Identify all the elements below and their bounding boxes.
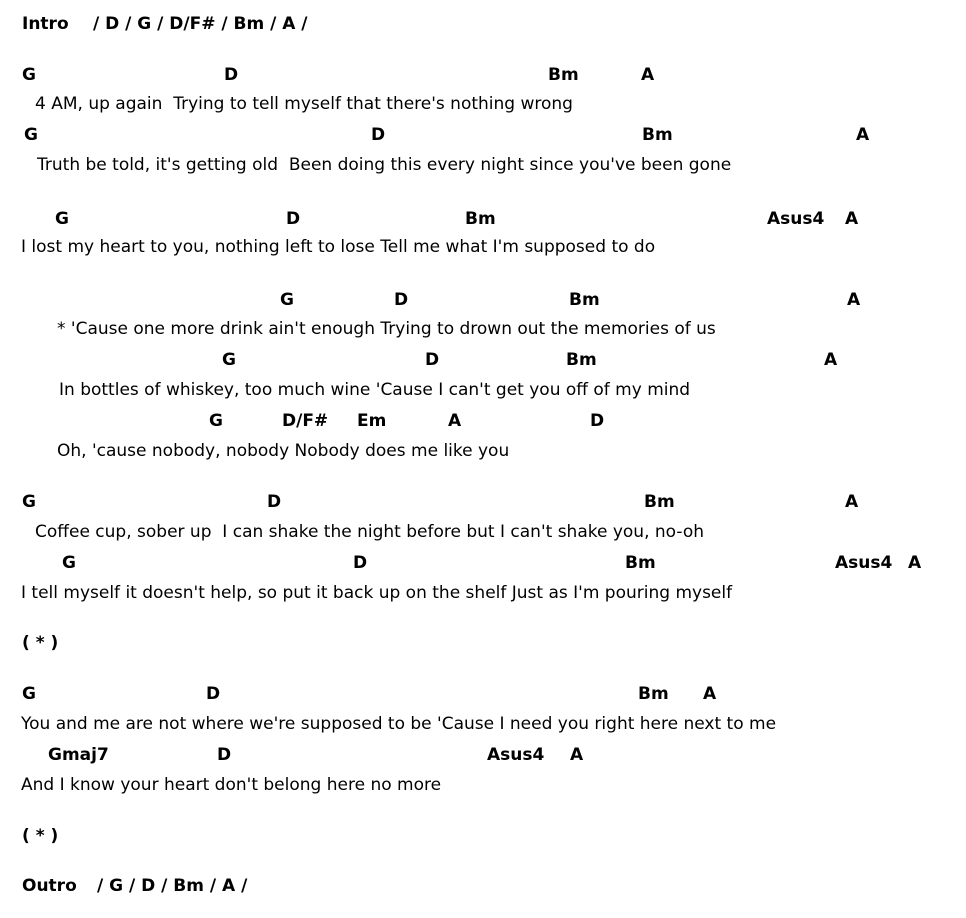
chord: G xyxy=(24,125,38,145)
lyric-line xyxy=(0,521,966,545)
repeat-marker-text: ( * ) xyxy=(22,633,59,653)
chord-line xyxy=(0,124,966,148)
chord: D xyxy=(590,411,605,431)
chord: A xyxy=(908,553,922,573)
intro-label: Intro xyxy=(22,14,69,34)
chord: D xyxy=(353,553,368,573)
lyric-line xyxy=(0,154,966,178)
chord: A xyxy=(856,125,870,145)
lyric-text: Oh, 'cause nobody, nobody Nobody does me like you xyxy=(57,441,510,461)
chord: Asus4 xyxy=(835,553,893,573)
chord: D xyxy=(371,125,386,145)
lyric-text: Coffee cup, sober up I can shake the night before but I can't shake you, no-oh xyxy=(35,522,705,542)
chord: G xyxy=(22,492,36,512)
chord-line xyxy=(0,64,966,88)
chord: G xyxy=(22,65,36,85)
chord: A xyxy=(703,684,717,704)
lyric-line xyxy=(0,713,966,737)
chord: Bm xyxy=(644,492,675,512)
lyric-line xyxy=(0,774,966,798)
chord: D xyxy=(394,290,409,310)
chord: A xyxy=(845,209,859,229)
lyric-line xyxy=(0,236,966,260)
chord: G xyxy=(62,553,76,573)
chord: Bm xyxy=(569,290,600,310)
chord: D xyxy=(286,209,301,229)
outro-heading xyxy=(0,875,966,899)
lyric-text: * 'Cause one more drink ain't enough Trying to drown out the memories of us xyxy=(57,319,716,339)
chord: Bm xyxy=(548,65,579,85)
lyric-text: Truth be told, it's getting old Been doing this every night since you've been gone xyxy=(37,155,732,175)
lyric-text: You and me are not where we're supposed to be 'Cause I need you right here next to me xyxy=(21,714,777,734)
intro-chord-sequence: / D / G / D/F# / Bm / A / xyxy=(93,14,308,34)
chord: A xyxy=(847,290,861,310)
repeat-marker xyxy=(0,632,966,656)
outro-chord-sequence: / G / D / Bm / A / xyxy=(97,876,248,896)
chord: D xyxy=(217,745,232,765)
chord-line xyxy=(0,744,966,768)
chord-line xyxy=(0,289,966,313)
chord: A xyxy=(845,492,859,512)
chord-line xyxy=(0,410,966,434)
chord: G xyxy=(209,411,223,431)
chord-line xyxy=(0,552,966,576)
chord: A xyxy=(448,411,462,431)
chord: Bm xyxy=(566,350,597,370)
chord: A xyxy=(641,65,655,85)
chord: Bm xyxy=(638,684,669,704)
chord: Bm xyxy=(642,125,673,145)
repeat-marker xyxy=(0,825,966,849)
chord: D xyxy=(267,492,282,512)
lyric-line xyxy=(0,318,966,342)
lyric-text: 4 AM, up again Trying to tell myself that there's nothing wrong xyxy=(35,94,573,114)
lyric-line xyxy=(0,582,966,606)
lyric-line xyxy=(0,379,966,403)
chord: Asus4 xyxy=(767,209,825,229)
chord: D xyxy=(224,65,239,85)
lyric-text: I tell myself it doesn't help, so put it back up on the shelf Just as I'm pouring myself xyxy=(21,583,733,603)
repeat-marker-text: ( * ) xyxy=(22,826,59,846)
chord-line xyxy=(0,683,966,707)
lyric-text: And I know your heart don't belong here no more xyxy=(21,775,442,795)
chord-line xyxy=(0,491,966,515)
chord-line xyxy=(0,208,966,232)
chord: A xyxy=(570,745,584,765)
chord: D/F# xyxy=(282,411,329,431)
chord: G xyxy=(280,290,294,310)
chord: A xyxy=(824,350,838,370)
chord: G xyxy=(222,350,236,370)
chord: G xyxy=(22,684,36,704)
lyric-line xyxy=(0,440,966,464)
lyric-text: I lost my heart to you, nothing left to lose Tell me what I'm supposed to do xyxy=(21,237,656,257)
outro-label: Outro xyxy=(22,876,77,896)
chord-line xyxy=(0,349,966,373)
chord: Asus4 xyxy=(487,745,545,765)
chord: Bm xyxy=(625,553,656,573)
chord: D xyxy=(425,350,440,370)
chord: D xyxy=(206,684,221,704)
chord: G xyxy=(55,209,69,229)
intro-heading xyxy=(0,13,966,37)
lyric-text: In bottles of whiskey, too much wine 'Cause I can't get you off of my mind xyxy=(59,380,691,400)
chord: Em xyxy=(357,411,387,431)
chord: Bm xyxy=(465,209,496,229)
chord: Gmaj7 xyxy=(48,745,109,765)
lyric-line xyxy=(0,93,966,117)
